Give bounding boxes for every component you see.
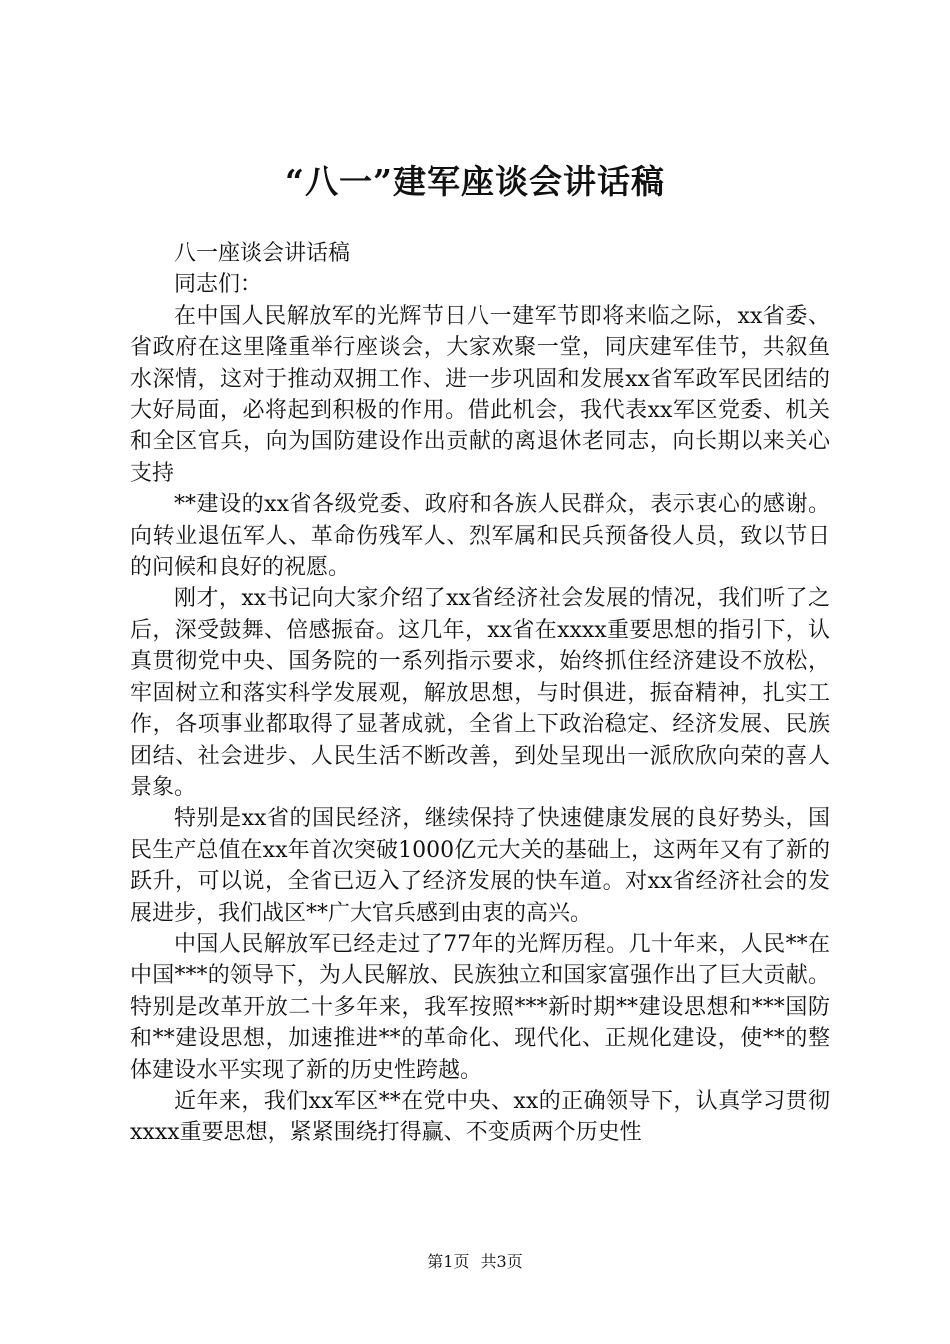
paragraph: 中国人民解放军已经走过了77年的光辉历程。几十年来，人民**在中国***的领导下，为人民解放、民族独立和国家富强作出了巨大贡献。特别是改革开放二十多年来，我军按照***新时期**建设思想和***国防和**建设思想，加速推进**的革命化、现代化、正规化建设，使**的整体建设水平实现了新的历史性跨越。	[130, 931, 830, 1083]
paragraph-subtitle: 八一座谈会讲话稿	[174, 241, 351, 266]
paragraph: 近年来，我们xx军区**在党中央、xx的正确领导下，认真学习贯彻xxxx重要思想，紧紧围绕打得赢、不变质两个历史性	[130, 1088, 830, 1146]
page-number: 第1页	[427, 1252, 470, 1271]
document-body	[130, 238, 830, 1149]
paragraph: **建设的xx省各级党委、政府和各族人民群众，表示衷心的感谢。向转业退伍军人、革命伤残军人、烈军属和民兵预备役人员，致以节日的问候和良好的祝愿。	[130, 492, 830, 581]
page-footer	[0, 1252, 950, 1272]
document-title: “八一”建军座谈会讲话稿	[285, 162, 665, 201]
paragraph-salutation: 同志们：	[174, 272, 263, 298]
paragraph: 在中国人民解放军的光辉节日八一建军节即将来临之际，xx省委、省政府在这里隆重举行座谈会，大家欢聚一堂，同庆建军佳节，共叙鱼水深情，这对于推动双拥工作、进一步巩固和发展xx省军政军民团结的大好局面，必将起到积极的作用。借此机会，我代表xx军区党委、机关和全区官兵，向为国防建设作出贡献的离退休老同志，向长期以来关心支持	[130, 303, 830, 486]
paragraph: 特别是xx省的国民经济，继续保持了快速健康发展的良好势头，国民生产总值在xx年首次突破1000亿元大关的基础上，这两年又有了新的跃升，可以说，全省已迈入了经济发展的快车道。对xx省经济社会的发展进步，我们战区**广大官兵感到由衷的高兴。	[130, 806, 830, 926]
page-total: 共3页	[480, 1252, 523, 1271]
paragraph: 刚才，xx书记向大家介绍了xx省经济社会发展的情况，我们听了之后，深受鼓舞、倍感振奋。这几年，xx省在xxxx重要思想的指引下，认真贯彻党中央、国务院的一系列指示要求，始终抓住经济建设不放松，牢固树立和落实科学发展观，解放思想，与时俱进，振奋精神，扎实工作，各项事业都取得了显著成就，全省上下政治稳定、经济发展、民族团结、社会进步、人民生活不断改善，到处呈现出一派欣欣向荣的喜人景象。	[130, 586, 830, 800]
